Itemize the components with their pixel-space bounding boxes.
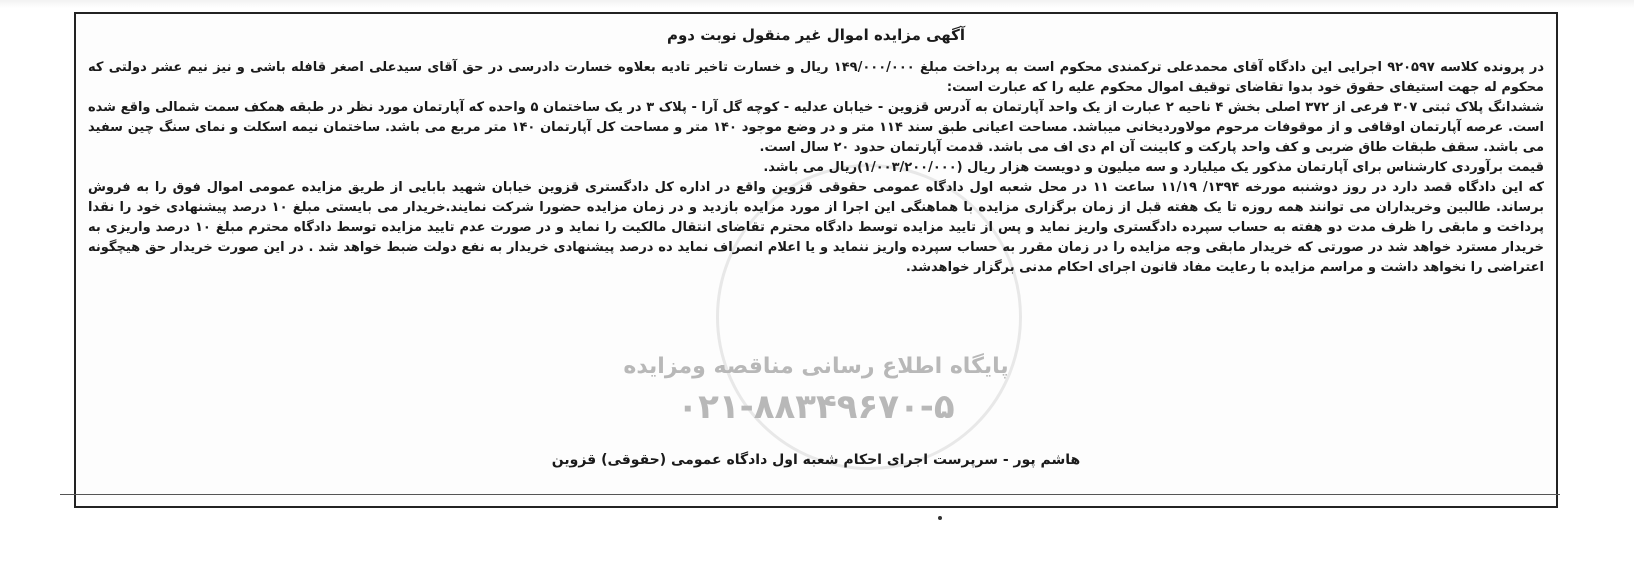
signature: هاشم پور - سرپرست اجرای احکام شعبه اول دادگاه عمومی (حقوقی) قزوین xyxy=(551,452,1081,468)
bottom-rule xyxy=(60,494,1560,495)
notice-frame xyxy=(74,12,1558,508)
watermark-phone: ۰۲۱-۸۸۳۴۹۶۷۰-۵ xyxy=(677,387,955,427)
scan-speck xyxy=(938,516,942,520)
watermark-text: پایگاه اطلاع رسانی مناقصه ومزایده xyxy=(623,354,1009,379)
paragraph-property: ششدانگ پلاک ثبتی ۳۰۷ فرعی از ۳۷۲ اصلی بخش ۴ ناحیه ۲ عبارت از یک واحد آپارتمان به آدرس قزوین - خیابان عدلیه - کوچه گل آرا - پلاک ۳ در یک ساختمان ۵ واحده که آپارتمان مورد نظر در طبقه همکف سمت شمالی واقع شده است. عرصه آپارتمان اوقافی و از موقوفات مرحوم مولاوردیخانی میباشد. مساحت اعیانی طبق سند ۱۱۴ متر و در وضع موجود ۱۴۰ متر و مساحت کل آپارتمان ۱۴۰ متر مربع می باشد. ساختمان نیمه اسکلت و نمای سنگ چین سفید می باشد. سقف طبقات طاق ضربی و کف واحد پارکت و کابینت آن ام دی اف می باشد. قدمت آپارتمان حدود ۲۰ سال است. xyxy=(88,100,1544,155)
notice-title: آگهی مزایده اموال غیر منقول نوبت دوم xyxy=(666,26,966,44)
paragraph-auction: که این دادگاه قصد دارد در روز دوشنبه مورخه ۱۳۹۴/ ۱۱/۱۹ ساعت ۱۱ در محل شعبه اول دادگاه عمومی حقوقی قزوین واقع در اداره کل دادگستری قزوین خیابان شهید بابایی از طریق مزایده عمومی اموال فوق را به فروش برساند. طالبین وخریداران می توانند همه روزه تا یک هفته قبل از زمان برگزاری مزایده با هماهنگی این اجرا از مورد مزایده بازدید و در زمان مزایده حضورا شرکت نمایند.خریدار می بایستی مبلغ ۱۰ درصد پیشنهادی خود را نقدا پرداخت و مابقی را ظرف مدت دو هفته به حساب سپرده دادگستری واریز نماید و پس از تایید مزایده توسط دادگاه محترم تقاضای انتقال مالکیت را نماید و در صورت عدم تایید مزایده توسط دادگاه محترم مبلغ ۱۰ درصد واریزی به خریدار مسترد خواهد شد در صورتی که خریدار مابقی وجه مزایده را در زمان مقرر به حساب سپرده واریز ننماید و یا اعلام انصراف نماید ده درصد پیشنهادی خریدار به نفع دولت ضبط خواهد شد . در این صورت خریدار حق هیچگونه اعتراضی را نخواهد داشت و مراسم مزایده با رعایت مفاد قانون اجرای احکام مدنی برگزار خواهدشد. xyxy=(88,180,1545,275)
watermark xyxy=(76,354,1556,427)
scan-edge xyxy=(0,0,1634,8)
paragraph-price: قیمت برآوردی کارشناس برای آپارتمان مذکور یک میلیارد و سه میلیون و دویست هزار ریال (۱/۰۰۳/۲۰۰/۰۰۰)ریال می باشد. xyxy=(763,160,1544,175)
notice-body xyxy=(88,58,1544,278)
paragraph-case: در پرونده کلاسه ۹۲۰۵۹۷ اجرایی این دادگاه آقای محمدعلی ترکمندی محکوم است به پرداخت مبلغ ۱۴۹/۰۰۰/۰۰۰ ریال و خسارت تاخیر تادیه بعلاوه خسارت دادرسی در حق آقای سیدعلی اصغر قافله باشی و نیز نیم عشر دولتی که محکوم له جهت استیفای حقوق خود بدوا تقاضای توقیف اموال محکوم علیه را که عبارت است: xyxy=(88,60,1545,95)
